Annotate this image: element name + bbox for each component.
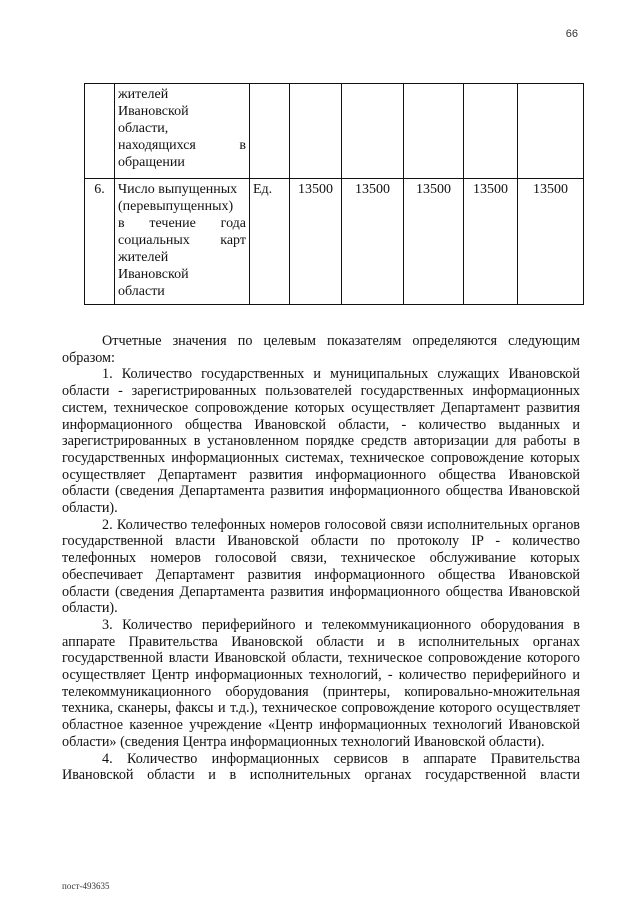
value-cell [290,84,342,179]
value-cell [464,84,518,179]
name-line: жителей [118,250,169,265]
name-line: находящихся в [118,138,246,153]
name-line: Ивановской [118,104,189,119]
table-row [85,179,584,305]
name-line: области [118,284,165,299]
indicator-name [115,179,250,305]
unit-cell: Ед. [250,179,290,305]
paragraph-item-4: 4. Количество информационных сервисов в аппарате Правительства Ивановской области и в исполнительных органах государственной власти [62,750,580,784]
row-number [85,84,115,179]
indicators-table [84,83,584,305]
table-row [85,84,584,179]
name-line: Ивановской [118,267,189,282]
value-cell [342,84,404,179]
value-cell: 13500 [464,179,518,305]
name-line: социальных карт [118,233,246,248]
paragraph-item-1: 1. Количество государственных и муниципальных служащих Ивановской области - зарегистрированных пользователей государственных информационных систем, техническое сопровождение которых осуществляет Департамент развития информационного общества Ивановской области, - количество выданных и зарегистрированных в установленном порядке средств авторизации для работы в государственных информационных системах, техническое сопровождение которых осуществляет Департамент развития информационного общества Ивановской области (сведения Департамента развития информационного общества Ивановской области). [62,366,580,517]
name-line: жителей [118,87,169,102]
name-line: (перевыпущенных) [118,199,234,214]
paragraph-intro: Отчетные значения по целевым показателям определяются следующим образом: [62,333,580,366]
name-line: Число выпущенных [118,182,238,197]
page-number: 66 [565,28,578,40]
name-line: обращении [118,155,185,170]
document-code: пост-493635 [62,881,110,891]
value-cell: 13500 [404,179,464,305]
paragraph-item-2: 2. Количество телефонных номеров голосовой связи исполнительных органов государственной власти Ивановской области по протоколу IP - количество телефонных номеров голосовой связи, техническое обслуживание которых обеспечивает Департамент развития информационного общества Ивановской области (сведения Департамента развития информационного общества Ивановской области). [62,516,580,617]
value-cell [404,84,464,179]
indicator-name [115,84,250,179]
value-cell [518,84,584,179]
value-cell: 13500 [342,179,404,305]
unit-cell [250,84,290,179]
body-text [62,333,580,784]
value-cell: 13500 [518,179,584,305]
value-cell: 13500 [290,179,342,305]
row-number: 6. [85,179,115,305]
paragraph-item-3: 3. Количество периферийного и телекоммуникационного оборудования в аппарате Правительства Ивановской области и в исполнительных органах государственной власти Ивановской области, техническое сопровождение которого осуществляет Центр информационных технологий, - количество периферийного и телекоммуникационного оборудования (принтеры, копировально-множительная техника, сканеры, факсы и т.д.), техническое сопровождение которого осуществляет областное казенное учреждение «Центр информационных технологий Ивановской области» (сведения Центра информационных технологий Ивановской области). [62,616,580,750]
name-line: в течение года [118,216,246,231]
name-line: области, [118,121,169,136]
